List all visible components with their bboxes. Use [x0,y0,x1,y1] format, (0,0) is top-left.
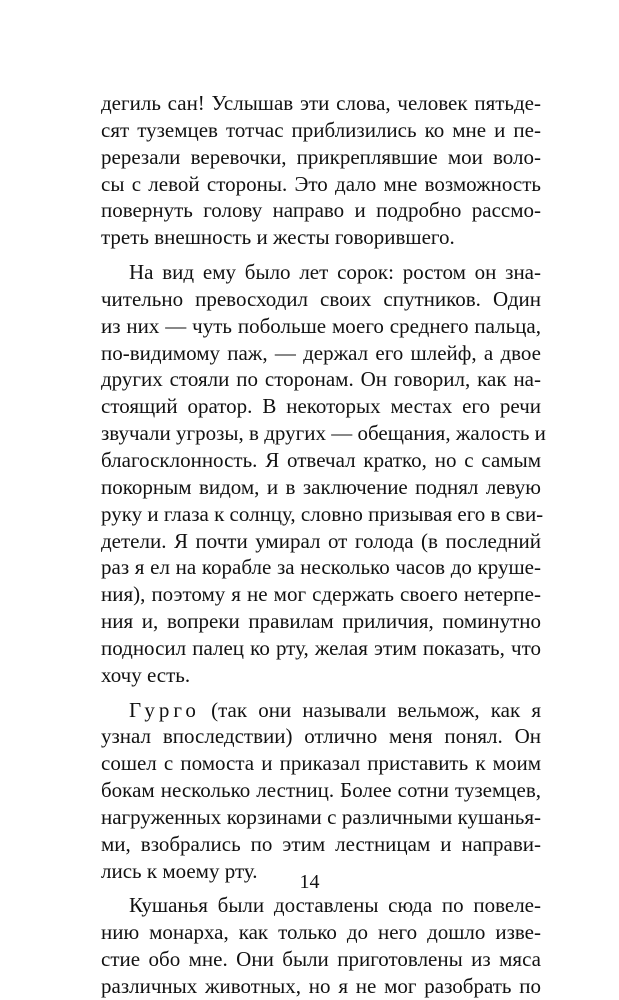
text-line: узнал впоследствии) отлично меня понял. Он [101,724,541,749]
paragraph-2 [101,259,546,689]
text-line: ми, взобрались по этим лестницам и направи- [101,831,541,856]
text-line [101,697,541,724]
text-line: лись к моему рту. [101,858,258,883]
text-line: руку и глаза к солнцу, словно призывая его в сви- [101,501,544,526]
text-line: по-видимому паж, — держал его шлейф, а двое [101,340,541,365]
text-line: чительно превосходил своих спутников. Один [101,286,541,311]
page-number: 14 [299,871,320,893]
text-line: стоящий оратор. В некоторых местах его речи [101,394,541,419]
text-line: нагруженных корзинами с различными кушанья- [101,804,541,829]
spaced-title-word: Гурго [129,697,200,722]
text-line: покорным видом, и в заключение поднял левую [101,474,541,499]
text-line: треть внешность и жесты говорившего. [101,225,455,250]
text-line: сы с левой стороны. Это дало мне возможность [101,171,541,196]
text-line: подносил палец ко рту, желая этим показать, что [101,635,541,660]
text-line: детели. Я почти умирал от голода (в последний [101,528,541,553]
paragraph-4 [101,892,541,999]
text-line: благосклонность. Я отвечал кратко, но с самым [101,447,541,472]
text-line: ререзали веревочки, прикреплявшие мои воло- [101,144,541,169]
text-line: стие обо мне. Они были приготовлены из мяса [101,947,541,972]
text-line: раз я ел на корабле за несколько часов до круше- [101,555,541,580]
text-line: различных животных, но я не мог разобрать по [101,974,541,998]
text-line: хочу есть. [101,662,191,687]
text-line: бокам несколько лестниц. Более сотни туземцев, [101,778,541,803]
line-remainder: (так они называли вельмож, как я [211,697,542,722]
text-line: На вид ему было лет сорок: ростом он зна- [129,260,541,285]
text-line: других стояли по сторонам. Он говорил, как на- [101,367,541,392]
text-line: Кушанья были доставлены сюда по повеле- [129,893,541,918]
text-line: нию монарха, как только до него дошло изве- [101,920,541,945]
text-line: ния), поэтому я не мог сдержать своего нетерпе- [101,582,541,607]
text-line: из них — чуть побольше моего среднего пальца, [101,313,541,338]
text-line: ния и, вопреки правилам приличия, поминутно [101,609,541,634]
paragraph-1 [101,90,541,251]
paragraph-3 [101,697,541,885]
text-line: повернуть голову направо и подробно рассмо- [101,198,541,223]
text-line: сят туземцев тотчас приблизились ко мне и пе- [101,117,541,142]
text-line: дегиль сан! Услышав эти слова, человек пятьде- [101,91,541,115]
text-line: сошел с помоста и приказал приставить к моим [101,751,541,776]
body-text [101,90,546,1000]
text-line: звучали угрозы, в других — обещания, жалость и [101,421,546,446]
